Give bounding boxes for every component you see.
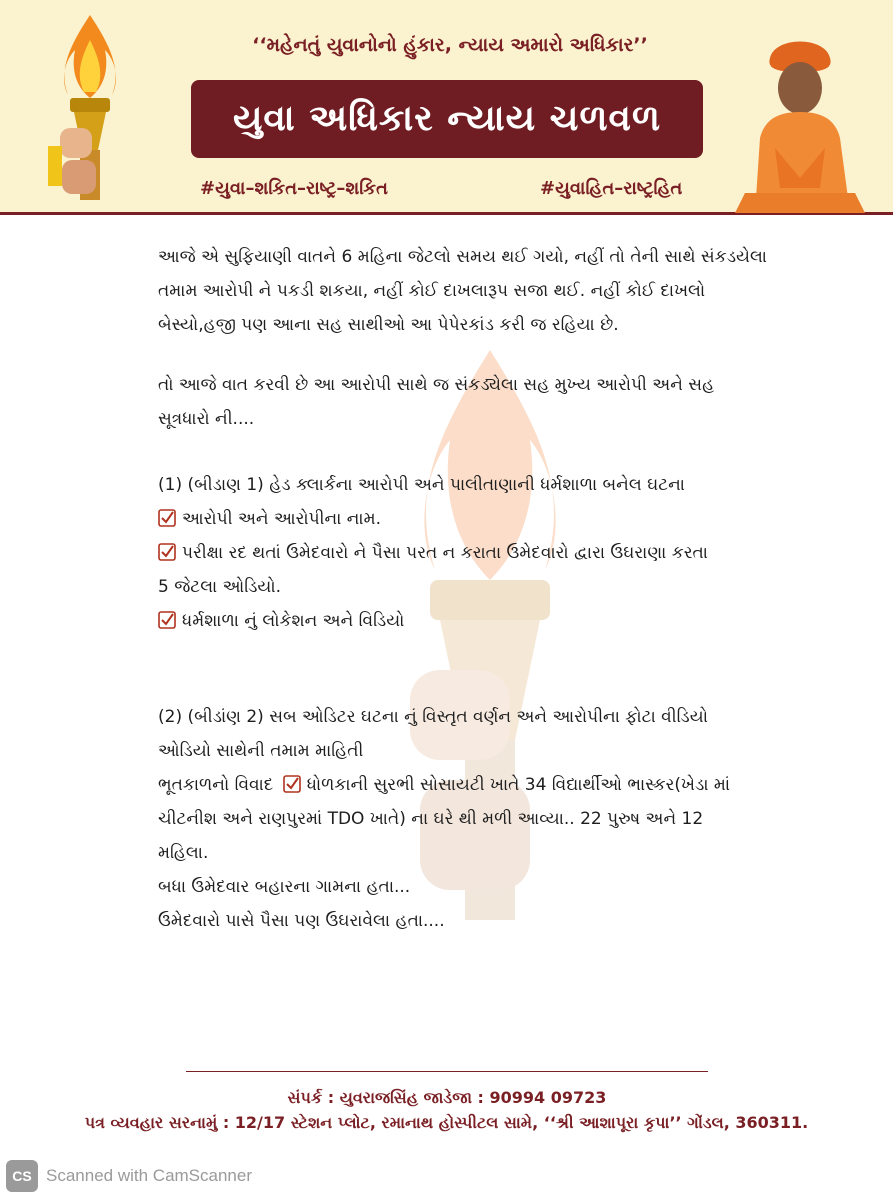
- paragraph-line: ચીટનીશ અને રાણપુરમાં TDO ખાતે) ના ઘરે થી મળી આવ્યા.. 22 પુરુષ અને 12: [158, 809, 704, 829]
- paragraph-line: બધા ઉમેદવાર બહારના ગામના હતા...: [158, 877, 411, 897]
- paragraph-line: ઓડિયો સાથેની તમામ માહિતી: [158, 741, 364, 761]
- paragraph-line: તો આજે વાત કરવી છે આ આરોપી સાથે જ સંકડ્યેલા સહ મુખ્ય આરોપી અને સહ: [158, 375, 715, 395]
- paragraph-line: ભૂતકાળનો વિવાદ ધોળકાની સુરભી સોસાયટી ખાતે 34 વિદ્યાર્થીઓ ભાસ્કર(ખેડા માં: [158, 775, 731, 795]
- paragraph-line: સૂત્રધારો ની....: [158, 409, 255, 429]
- hashtag-right: #યુવાહિત–રાષ્ટ્રહિત: [540, 178, 683, 199]
- footer-divider: [186, 1071, 708, 1072]
- camscanner-logo-icon: CS: [6, 1160, 38, 1192]
- section-heading: (2) (બીડાંણ 2) સબ ઓડિટર ઘટના નું વિસ્તૃત વર્ણન અને આરોપીના ફોટા વીડિયો: [158, 707, 708, 727]
- letter-body: [158, 240, 778, 938]
- checkbox-mark-icon: [158, 509, 176, 527]
- paragraph-line: આજે એ સુફિયાણી વાતને 6 મહિના જેટલો સમય થઈ ગયો, નહીં તો તેની સાથે સંકડયેલા: [158, 247, 767, 267]
- page-title: યુવા અધિકાર ન્યાય ચળવળ: [191, 80, 703, 158]
- section-1: [158, 468, 778, 638]
- list-item-continuation: 5 જેટલા ઓડિયો.: [158, 577, 281, 597]
- paragraph-line: મહિલા.: [158, 843, 209, 863]
- camscanner-watermark: [6, 1160, 252, 1192]
- watermark-text: Scanned with CamScanner: [46, 1166, 253, 1185]
- paragraph-line: બેસ્યો,હજી પણ આના સહ સાથીઓ આ પેપેરકાંડ કરી જ રહિયા છે.: [158, 315, 619, 335]
- torch-icon: [40, 10, 140, 210]
- letterhead-header: [0, 0, 893, 215]
- intro-paragraph: [158, 240, 778, 342]
- checkbox-mark-icon: [158, 611, 176, 629]
- address-line: પત્ર વ્યવહાર સરનામું : 12/17 સ્ટેશન પ્લોટ, રમાનાથ હોસ્પીટલ સામે, ‘‘શ્રી આશાપૂરા કૃપા’’ ગોંડલ, 360311.: [84, 1113, 809, 1132]
- slogan: ‘‘મહેનતું યુવાનોનો હુંકાર, ન્યાય અમારો અધિકાર’’: [252, 34, 648, 56]
- list-item: આરોપી અને આરોપીના નામ.: [158, 502, 778, 536]
- paragraph-line: ઉમેદવારો પાસે પૈસા પણ ઉઘરાવેલા હતા....: [158, 911, 445, 931]
- second-paragraph: [158, 368, 778, 436]
- portrait-image: [725, 28, 875, 213]
- contact-line: સંપર્ક : યુવરાજસિંહ જાડેજા : 90994 09723: [287, 1088, 607, 1107]
- list-item: પરીક્ષા રદ થતાં ઉમેદવારો ને પૈસા પરત ન કરાતા ઉમેદવારો દ્વારા ઉઘરાણા કરતા: [158, 536, 778, 570]
- checkbox-mark-icon: [283, 775, 301, 793]
- section-2: [158, 700, 778, 938]
- checkbox-mark-icon: [158, 543, 176, 561]
- list-item: ધર્મશાળા નું લોકેશન અને વિડિયો: [158, 604, 778, 638]
- hashtag-left: #યુવા–શકિત–રાષ્ટ્ર–શકિત: [200, 178, 388, 199]
- paragraph-line: તમામ આરોપી ને પકડી શકયા, નહીં કોઈ દાખલારૂપ સજા થઈ. નહીં કોઈ દાખલો: [158, 281, 706, 301]
- section-heading: (1) (બીડાણ 1) હેડ ક્લાર્કના આરોપી અને પાલીતાણાની ધર્મશાળા બનેલ ઘટના: [158, 475, 685, 495]
